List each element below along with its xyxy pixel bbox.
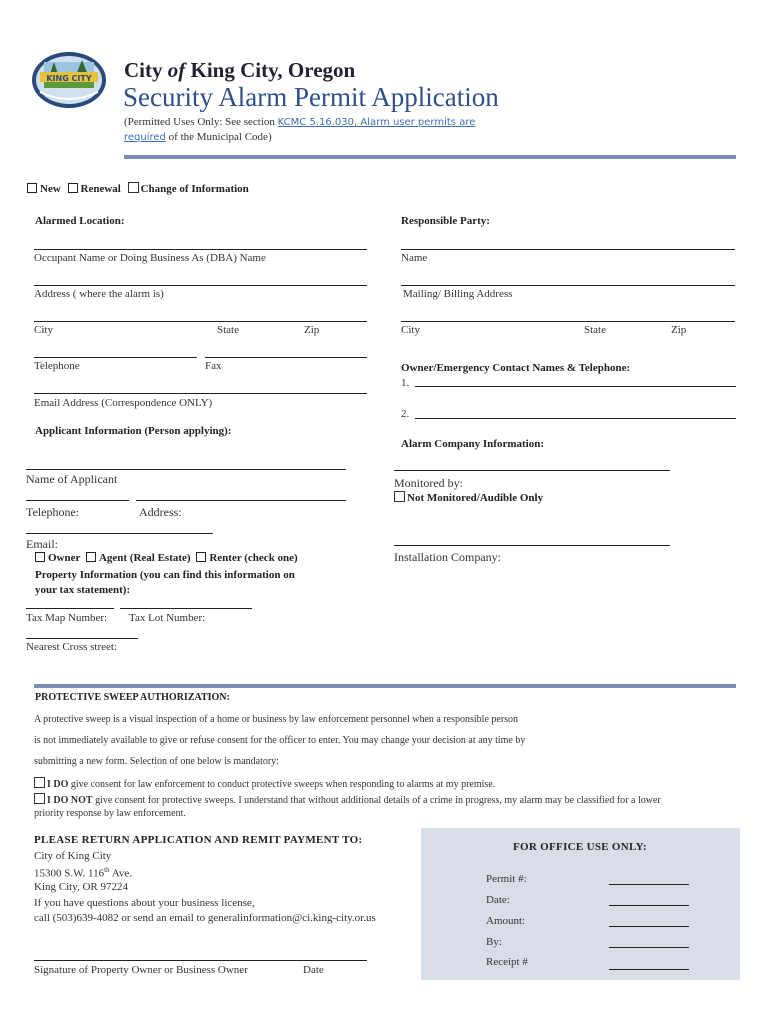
rp-name-label: Name bbox=[401, 252, 428, 264]
signature-field[interactable] bbox=[34, 960, 367, 961]
sweep-p2: is not immediately available to give or refuse consent for the officer to enter. You may change your decision at any time by bbox=[34, 735, 526, 746]
permit-note-2: required of the Municipal Code) bbox=[124, 131, 272, 143]
telephone-label: Telephone bbox=[34, 360, 80, 372]
city-field[interactable] bbox=[34, 321, 367, 322]
email-label: Email Address (Correspondence ONLY) bbox=[34, 397, 213, 409]
kcmc-link-2[interactable]: required bbox=[124, 132, 166, 143]
rp-mailing-label: Mailing/ Billing Address bbox=[403, 288, 513, 300]
change-checkbox[interactable] bbox=[128, 182, 139, 193]
not-monitored-checkbox[interactable] bbox=[394, 491, 405, 502]
office-date-field[interactable] bbox=[609, 905, 689, 906]
agent-checkbox[interactable] bbox=[86, 552, 96, 562]
tax-lot-label: Tax Lot Number: bbox=[129, 612, 206, 624]
signature-date-label: Date bbox=[303, 964, 324, 976]
rp-city-label: City bbox=[401, 324, 420, 336]
applicant-info-heading: Applicant Information (Person applying): bbox=[35, 425, 232, 437]
applicant-name-field[interactable] bbox=[26, 469, 346, 470]
sweep-rule bbox=[34, 684, 736, 688]
applicant-telephone-label: Telephone: bbox=[26, 505, 80, 519]
return-line-5: call (503)639-4082 or send an email to generalinformation@ci.king-city.or.us bbox=[34, 912, 376, 924]
address-field[interactable] bbox=[34, 285, 367, 286]
installation-field[interactable] bbox=[394, 545, 670, 546]
ido-option: I DO give consent for law enforcement to conduct protective sweeps when responding to alarms at my premise. bbox=[34, 777, 495, 790]
state-label: State bbox=[217, 324, 239, 336]
permit-note: (Permitted Uses Only: See section KCMC 5.16.030, Alarm user permits are bbox=[124, 116, 476, 128]
rp-city-field[interactable] bbox=[401, 321, 735, 322]
owner-checkbox[interactable] bbox=[35, 552, 45, 562]
new-checkbox[interactable] bbox=[27, 183, 37, 193]
application-type: New Renewal Change of Information bbox=[27, 182, 249, 195]
telephone-field[interactable] bbox=[34, 357, 197, 358]
property-info-1: Property Information (you can find this information on bbox=[35, 569, 295, 581]
monitored-by-label: Monitored by: bbox=[394, 476, 463, 490]
office-amount-label: Amount: bbox=[486, 915, 526, 927]
return-line-1: City of King City bbox=[34, 850, 112, 862]
sweep-p1: A protective sweep is a visual inspection of a home or business by law enforcement personnel when a responsible person bbox=[34, 714, 519, 725]
applicant-name-label: Name of Applicant bbox=[26, 472, 118, 486]
office-permit-field[interactable] bbox=[609, 884, 689, 885]
office-amount-field[interactable] bbox=[609, 926, 689, 927]
property-info-2: your tax statement): bbox=[35, 584, 131, 596]
installation-label: Installation Company: bbox=[394, 550, 501, 564]
ido-checkbox[interactable] bbox=[34, 777, 45, 788]
monitored-by-field[interactable] bbox=[394, 470, 670, 471]
office-date-label: Date: bbox=[486, 894, 510, 906]
city-logo bbox=[30, 50, 108, 110]
fax-label: Fax bbox=[205, 360, 222, 372]
return-line-4: If you have questions about your business license, bbox=[34, 897, 255, 909]
tax-map-label: Tax Map Number: bbox=[26, 612, 108, 624]
kcmc-link[interactable]: KCMC 5.16.030, Alarm user permits are bbox=[277, 117, 476, 128]
idonot-option: I DO NOT give consent for protective sweeps. I understand that without additional details of a crime in progress, my alarm may be classified for a lower bbox=[34, 793, 661, 806]
applicant-role: Owner Agent (Real Estate) Renter (check one) bbox=[35, 552, 298, 564]
applicant-email-label: Email: bbox=[26, 537, 58, 551]
address-label: Address ( where the alarm is) bbox=[34, 288, 164, 300]
sweep-p3: submitting a new form. Selection of one below is mandatory: bbox=[34, 756, 279, 767]
not-monitored-option: Not Monitored/Audible Only bbox=[394, 491, 543, 504]
page-title: Security Alarm Permit Application bbox=[123, 82, 499, 112]
sweep-heading: PROTECTIVE SWEEP AUTHORIZATION: bbox=[35, 692, 230, 703]
rp-mailing-field[interactable] bbox=[401, 285, 735, 286]
renter-checkbox[interactable] bbox=[196, 552, 206, 562]
header-rule bbox=[124, 155, 736, 159]
rp-name-field[interactable] bbox=[401, 249, 735, 250]
tax-map-field[interactable] bbox=[26, 608, 114, 609]
city-name: City of King City, Oregon bbox=[124, 58, 356, 82]
office-permit-label: Permit #: bbox=[486, 873, 527, 885]
office-by-label: By: bbox=[486, 936, 502, 948]
rp-state-label: State bbox=[584, 324, 606, 336]
fax-field[interactable] bbox=[205, 357, 367, 358]
alarm-company-heading: Alarm Company Information: bbox=[401, 438, 544, 450]
signature-label: Signature of Property Owner or Business Owner bbox=[34, 964, 248, 976]
rp-zip-label: Zip bbox=[671, 324, 687, 336]
return-line-3: King City, OR 97224 bbox=[34, 881, 129, 893]
applicant-telephone-field[interactable] bbox=[26, 500, 129, 501]
office-receipt-label: Receipt # bbox=[486, 956, 528, 968]
contact-2-field[interactable] bbox=[415, 418, 736, 419]
city-label: City bbox=[34, 324, 53, 336]
idonot-checkbox[interactable] bbox=[34, 793, 45, 804]
zip-label: Zip bbox=[304, 324, 320, 336]
occupant-field[interactable] bbox=[34, 249, 367, 250]
owner-emergency-heading: Owner/Emergency Contact Names & Telephone: bbox=[401, 362, 631, 374]
cross-street-field[interactable] bbox=[26, 638, 138, 639]
office-by-field[interactable] bbox=[609, 947, 689, 948]
contact-1-field[interactable] bbox=[415, 386, 736, 387]
applicant-address-field[interactable] bbox=[136, 500, 346, 501]
responsible-party-heading: Responsible Party: bbox=[401, 215, 490, 227]
applicant-address-label: Address: bbox=[139, 505, 182, 519]
svg-text:KING CITY: KING CITY bbox=[46, 74, 92, 83]
office-heading: FOR OFFICE USE ONLY: bbox=[513, 841, 647, 853]
applicant-email-field[interactable] bbox=[26, 533, 213, 534]
contact-1-label: 1. bbox=[401, 377, 410, 389]
contact-2-label: 2. bbox=[401, 408, 410, 420]
email-field[interactable] bbox=[34, 393, 367, 394]
occupant-label: Occupant Name or Doing Business As (DBA) Name bbox=[34, 252, 266, 264]
renewal-checkbox[interactable] bbox=[68, 183, 78, 193]
tax-lot-field[interactable] bbox=[120, 608, 252, 609]
cross-street-label: Nearest Cross street: bbox=[26, 641, 118, 653]
idonot-continued: priority response by law enforcement. bbox=[34, 808, 186, 819]
alarmed-location-heading: Alarmed Location: bbox=[35, 215, 125, 227]
return-heading: PLEASE RETURN APPLICATION AND REMIT PAYMENT TO: bbox=[34, 834, 363, 846]
office-receipt-field[interactable] bbox=[609, 969, 689, 970]
return-line-2: 15300 S.W. 116th Ave. bbox=[34, 866, 132, 880]
